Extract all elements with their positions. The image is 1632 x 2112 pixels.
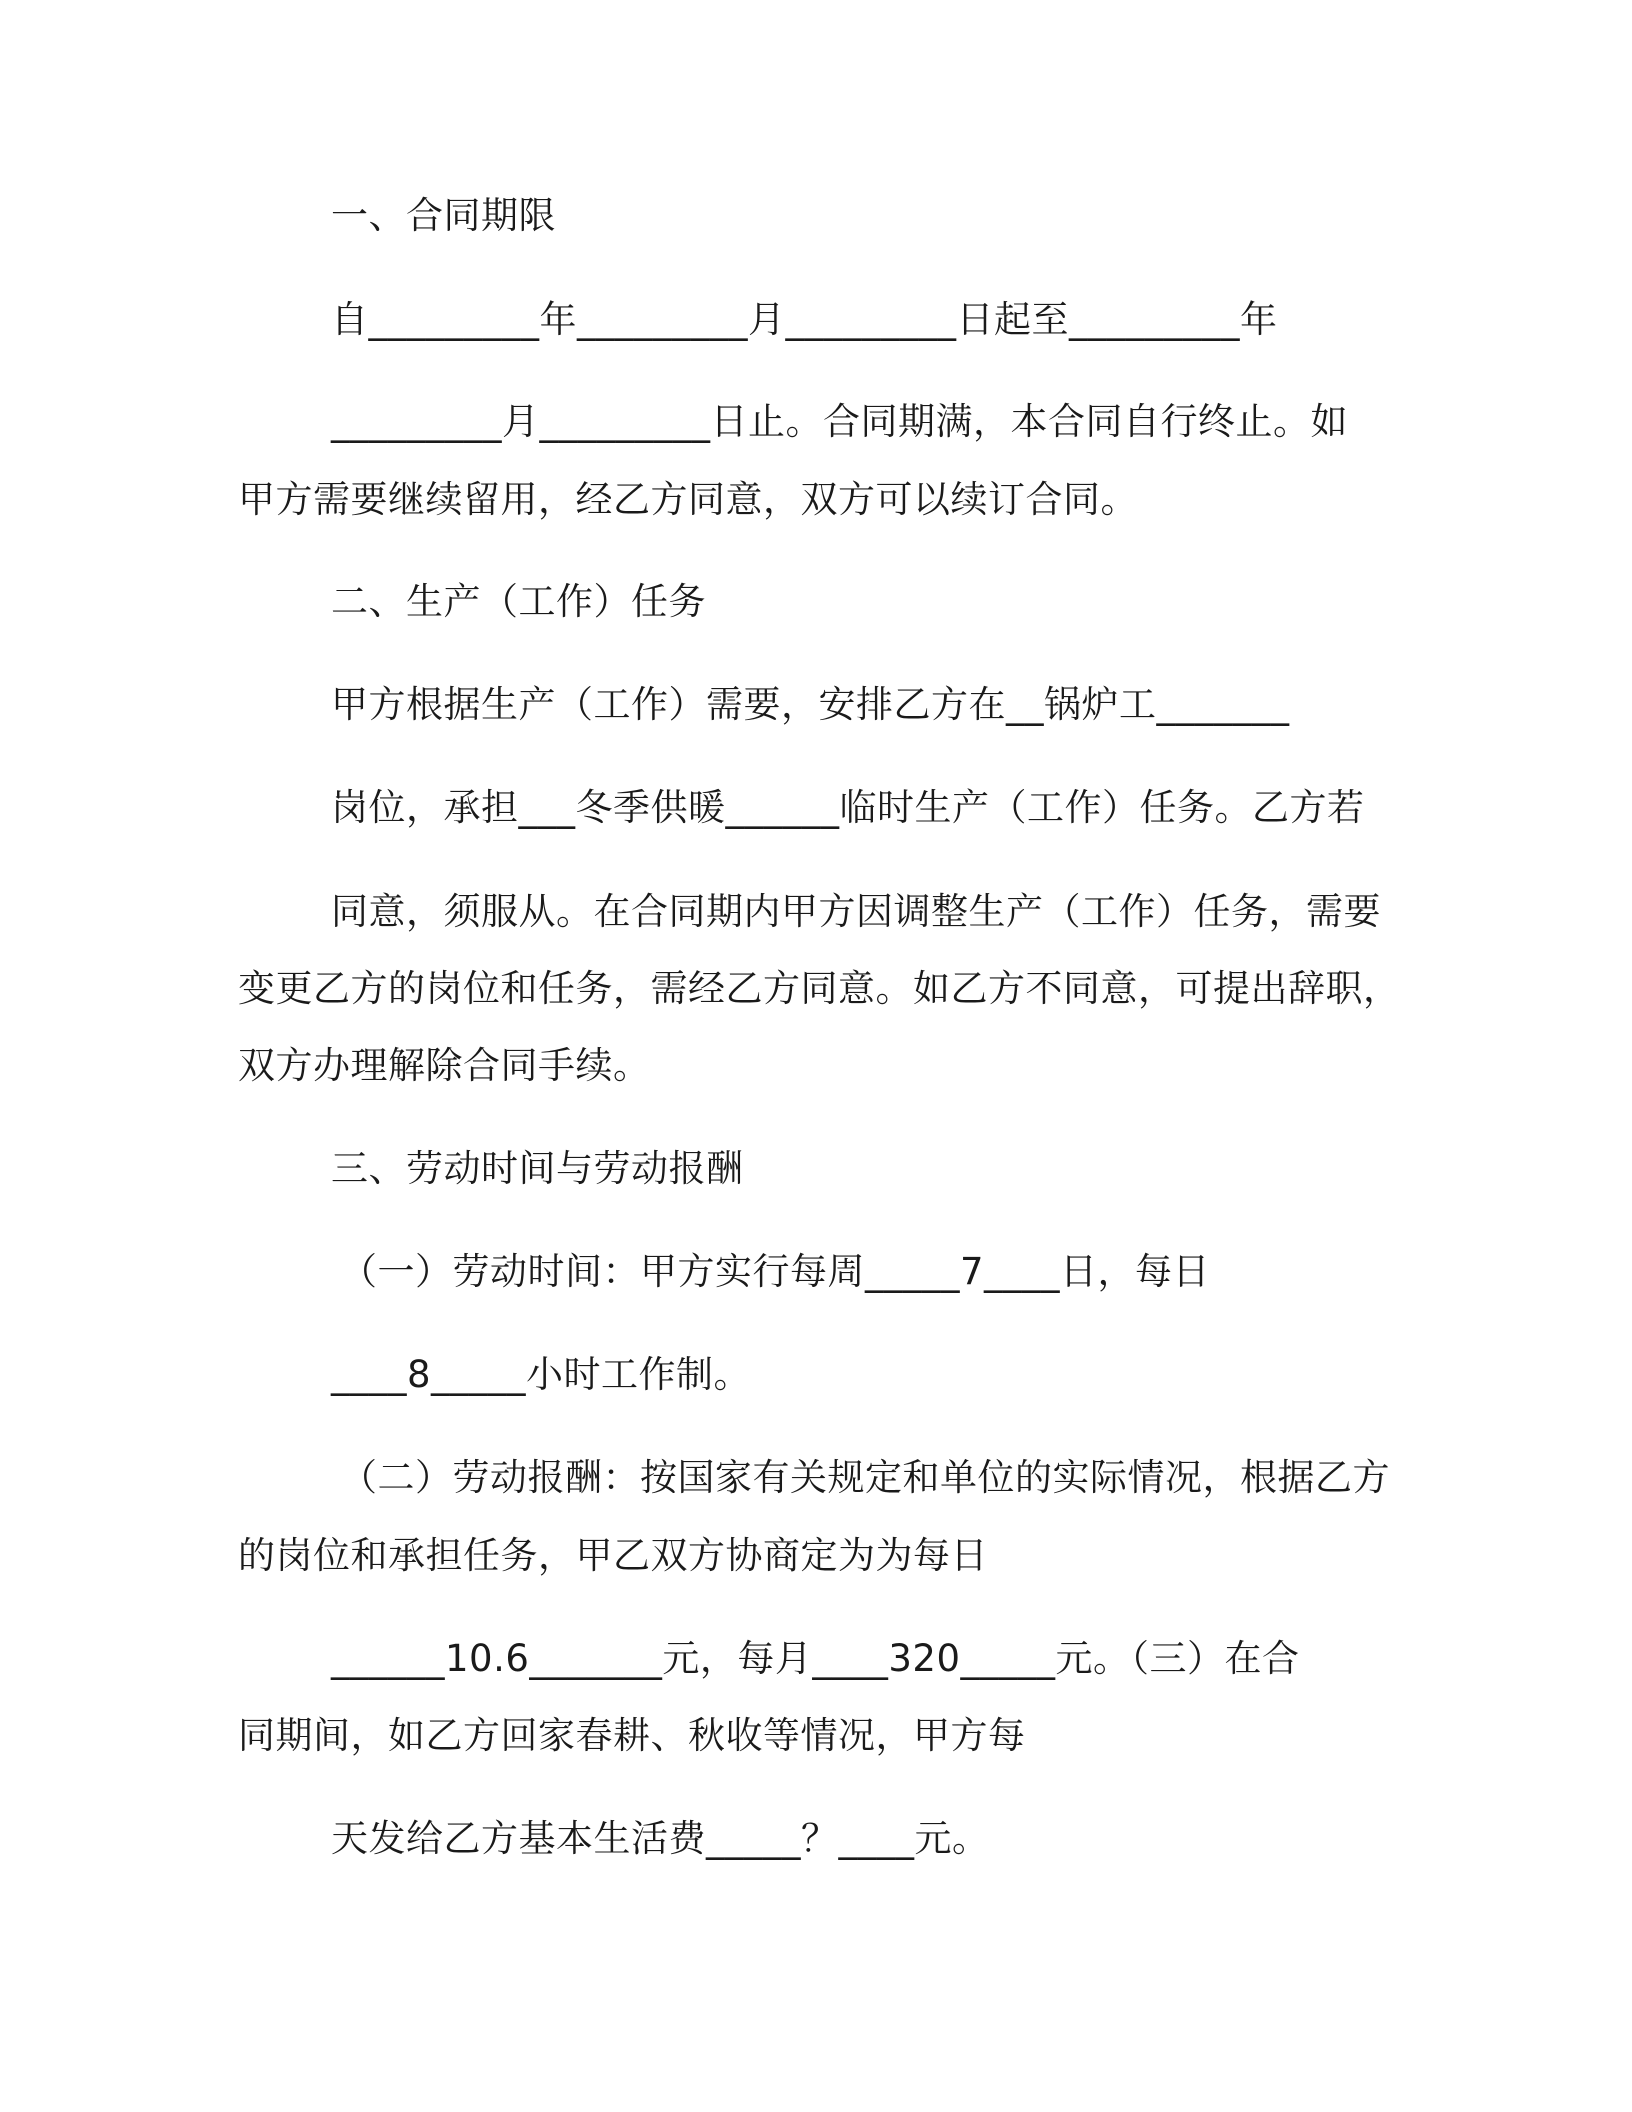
section3-line2: ____8_____小时工作制。 (331, 1353, 752, 1396)
section3-line4: 的岗位和承担任务，甲乙双方协商定为为每日 (238, 1534, 988, 1577)
section3-heading: 三、劳动时间与劳动报酬 (331, 1147, 744, 1190)
section1-heading: 一、合同期限 (331, 194, 556, 237)
section3-line3: （二）劳动报酬：按国家有关规定和单位的实际情况，根据乙方 (340, 1456, 1390, 1499)
section3-line5: ______10.6_______元，每月____320_____元。（三）在合 (331, 1637, 1300, 1680)
section2-line2: 岗位，承担___冬季供暖______临时生产（工作）任务。乙方若 (331, 786, 1365, 829)
section2-line3: 同意，须服从。在合同期内甲方因调整生产（工作）任务，需要 (331, 890, 1381, 933)
section3-line1: （一）劳动时间：甲方实行每周_____7____日，每日 (340, 1250, 1211, 1293)
section2-line4: 变更乙方的岗位和任务，需经乙方同意。如乙方不同意，可提出辞职， (238, 967, 1401, 1010)
section1-line3: 甲方需要继续留用，经乙方同意，双方可以续订合同。 (238, 478, 1138, 521)
section2-line1: 甲方根据生产（工作）需要，安排乙方在__锅炉工_______ (331, 683, 1290, 726)
section1-line2: _________月_________日止。合同期满，本合同自行终止。如 (331, 400, 1348, 443)
section2-line5: 双方办理解除合同手续。 (238, 1044, 651, 1087)
section3-line7: 天发给乙方基本生活费_____？____元。 (331, 1817, 990, 1860)
section1-line1: 自_________年_________月_________日起至_________年 (331, 298, 1278, 341)
section2-heading: 二、生产（工作）任务 (331, 580, 706, 623)
section3-line6: 同期间，如乙方回家春耕、秋收等情况，甲方每 (238, 1714, 1026, 1757)
